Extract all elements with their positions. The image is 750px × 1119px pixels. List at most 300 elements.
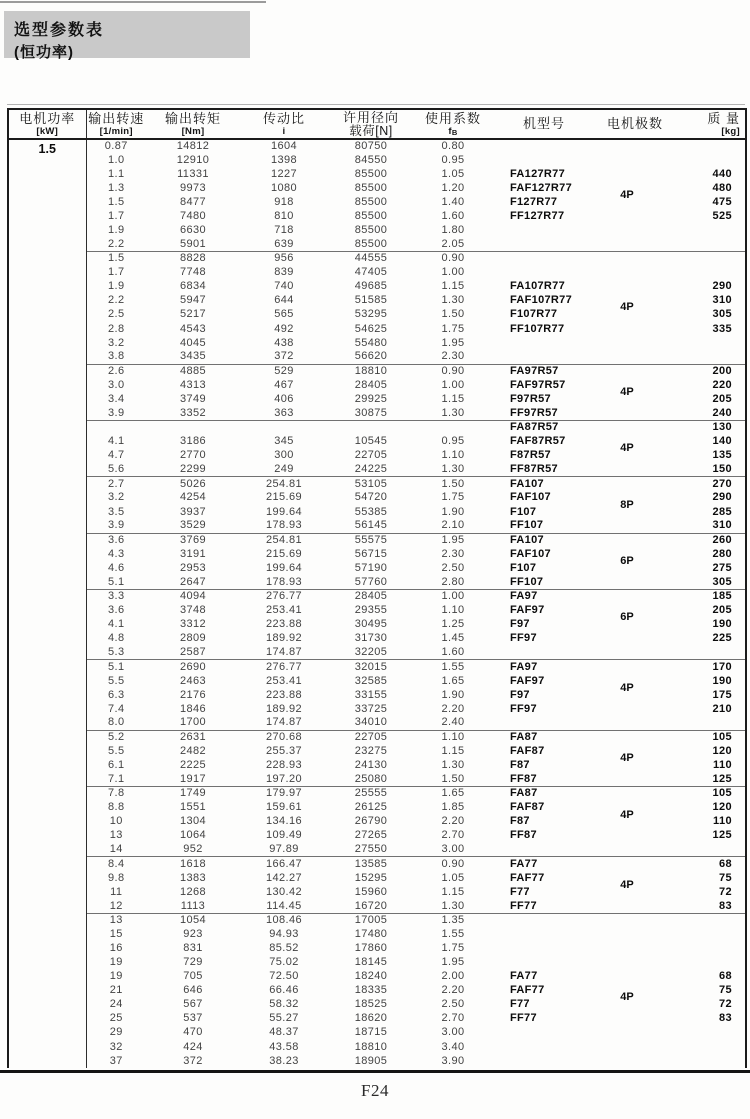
cell-radial-load: 25080 xyxy=(354,772,388,785)
cell-radial-load xyxy=(328,421,414,435)
cell-output-torque: 1618 xyxy=(146,857,240,871)
cell-model: FAF87R57 xyxy=(510,435,566,448)
cell-service-factor: 3.40 xyxy=(441,1040,465,1053)
cell-motor-poles xyxy=(596,252,674,266)
cell-output-speed: 4.3 xyxy=(108,547,125,560)
cell-model: F127R77 xyxy=(510,195,558,208)
cell-ratio: 718 xyxy=(274,224,294,236)
cell-model: FA87R57 xyxy=(492,421,596,435)
cell-mass: 120 xyxy=(712,744,732,757)
cell-mass: 205 xyxy=(712,392,732,405)
cell-motor-poles: 4P xyxy=(620,188,634,201)
cell-output-torque: 3748 xyxy=(179,604,207,617)
cell-ratio: 166.47 xyxy=(240,857,328,871)
cell-output-speed: 5.3 xyxy=(108,646,125,659)
table-row xyxy=(8,956,746,970)
cell-model: FF77 xyxy=(510,1012,537,1025)
cell-service-factor: 1.65 xyxy=(441,674,465,687)
cell-model: FAF107 xyxy=(510,491,551,504)
cell-output-speed: 1.7 xyxy=(108,209,125,222)
table-row xyxy=(8,1054,746,1068)
cell-output-speed: 8.0 xyxy=(108,716,125,729)
cell-motor-poles xyxy=(596,1054,674,1068)
cell-ratio: 1604 xyxy=(270,140,298,153)
cell-radial-load: 85500 xyxy=(354,167,388,180)
cell-mass: 225 xyxy=(712,632,732,645)
cell-model: FAF107 xyxy=(510,547,551,560)
cell-ratio: 215.69 xyxy=(265,491,303,504)
cell-radial-load: 17480 xyxy=(354,927,388,940)
cell-radial-load: 85500 xyxy=(354,181,388,194)
cell-service-factor: 2.30 xyxy=(441,350,465,363)
cell-mass: 68 xyxy=(718,970,732,983)
cell-output-torque: 1700 xyxy=(179,716,207,729)
cell-radial-load: 31730 xyxy=(354,632,388,645)
cell-output-speed: 1.7 xyxy=(108,266,125,279)
selection-parameter-table xyxy=(7,108,747,1068)
cell-model xyxy=(492,1026,596,1040)
cell-service-factor: 1.35 xyxy=(414,913,492,927)
cell-service-factor: 1.20 xyxy=(441,181,465,194)
cell-mass: 110 xyxy=(713,815,732,828)
cell-model: F97R57 xyxy=(510,392,551,405)
table-row xyxy=(8,350,746,364)
cell-output-torque: 3749 xyxy=(179,392,207,405)
cell-model xyxy=(492,646,596,660)
cell-output-speed: 1.9 xyxy=(108,224,125,236)
table-row xyxy=(8,139,746,153)
table-row xyxy=(8,941,746,955)
cell-mass xyxy=(674,252,746,266)
cell-mass xyxy=(674,927,746,941)
cell-mass xyxy=(674,646,746,660)
cell-ratio: 189.92 xyxy=(265,702,303,715)
cell-radial-load: 13585 xyxy=(328,857,414,871)
cell-output-torque: 9973 xyxy=(179,181,207,194)
cell-mass: 310 xyxy=(712,519,732,532)
table-row xyxy=(8,927,746,941)
cell-ratio: 58.32 xyxy=(269,998,299,1011)
cell-mass: 130 xyxy=(674,421,746,435)
cell-service-factor: 1.50 xyxy=(441,308,465,321)
table-row xyxy=(8,477,746,491)
cell-output-speed: 16 xyxy=(109,941,123,954)
cell-radial-load: 55385 xyxy=(354,505,388,518)
cell-mass xyxy=(674,350,746,364)
cell-mass: 75 xyxy=(718,871,732,884)
cell-ratio xyxy=(240,421,328,435)
cell-mass xyxy=(674,266,746,280)
cell-mass: 83 xyxy=(718,899,732,912)
cell-ratio: 94.93 xyxy=(269,927,299,940)
cell-radial-load: 22705 xyxy=(328,730,414,744)
cell-model xyxy=(492,941,596,955)
cell-radial-load: 51585 xyxy=(354,294,388,307)
cell-mass: 135 xyxy=(712,449,732,462)
cell-output-speed: 4.1 xyxy=(108,435,125,448)
cell-output-speed: 2.6 xyxy=(86,364,146,378)
cell-service-factor: 1.55 xyxy=(414,660,492,674)
cell-output-speed: 10 xyxy=(109,815,123,828)
cell-motor-poles: 4P xyxy=(596,787,674,843)
cell-mass: 285 xyxy=(712,505,732,518)
cell-output-torque: 1846 xyxy=(179,702,207,715)
cell-model: FF97R57 xyxy=(510,406,558,419)
cell-motor-poles xyxy=(596,913,674,927)
cell-output-torque: 2770 xyxy=(179,449,207,462)
cell-motor-poles xyxy=(596,153,674,167)
cell-mass: 75 xyxy=(718,984,732,997)
cell-radial-load: 54720 xyxy=(354,491,388,504)
cell-output-speed: 12 xyxy=(109,899,123,912)
cell-radial-load: 16720 xyxy=(354,899,388,912)
table-row xyxy=(8,787,746,801)
cell-motor-poles xyxy=(596,1040,674,1054)
cell-radial-load: 29355 xyxy=(354,604,388,617)
cell-radial-load: 53295 xyxy=(354,308,388,321)
cell-motor-poles xyxy=(596,1026,674,1040)
cell-ratio: 109.49 xyxy=(265,829,303,842)
cell-radial-load: 30495 xyxy=(354,618,388,631)
cell-model: F107 xyxy=(510,561,537,574)
cell-output-torque: 3352 xyxy=(179,406,207,419)
cell-service-factor: 0.90 xyxy=(414,857,492,871)
cell-motor-poles xyxy=(596,956,674,970)
cell-mass: 305 xyxy=(712,575,732,588)
cell-model xyxy=(492,1040,596,1054)
cell-ratio: 223.88 xyxy=(265,618,303,631)
cell-output-torque: 3529 xyxy=(179,519,207,532)
cell-radial-load: 30875 xyxy=(354,406,388,419)
cell-radial-load: 17860 xyxy=(354,941,388,954)
cell-output-torque: 14812 xyxy=(176,140,210,153)
cell-ratio: 159.61 xyxy=(265,801,303,814)
cell-service-factor: 1.05 xyxy=(441,167,465,180)
col-header-model: 机型号 xyxy=(492,109,596,139)
cell-radial-load: 32585 xyxy=(354,674,388,687)
cell-output-speed: 19 xyxy=(109,956,123,969)
cell-output-torque: 729 xyxy=(183,956,203,969)
cell-service-factor: 1.75 xyxy=(441,941,465,954)
cell-output-torque: 2647 xyxy=(179,575,207,588)
cell-mass xyxy=(674,1054,746,1068)
cell-model: FA127R77 xyxy=(510,167,565,180)
cell-motor-poles xyxy=(596,238,674,252)
cell-radial-load: 15960 xyxy=(354,885,388,898)
cell-mass: 175 xyxy=(712,688,732,701)
cell-ratio: 174.87 xyxy=(265,646,303,659)
cell-output-speed xyxy=(86,421,146,435)
cell-service-factor: 1.95 xyxy=(441,336,465,349)
cell-output-torque: 2482 xyxy=(179,744,207,757)
table-row xyxy=(8,153,746,167)
cell-model: FA87 xyxy=(492,787,596,801)
cell-motor-poles xyxy=(596,223,674,237)
table-row xyxy=(8,590,746,604)
cell-mass: 200 xyxy=(674,364,746,378)
cell-service-factor: 2.20 xyxy=(441,815,465,828)
cell-service-factor: 1.30 xyxy=(441,758,465,771)
cell-service-factor: 0.80 xyxy=(441,140,465,153)
cell-radial-load: 33155 xyxy=(354,688,388,701)
cell-service-factor: 2.20 xyxy=(441,702,465,715)
cell-mass xyxy=(674,336,746,350)
cell-service-factor: 2.00 xyxy=(441,970,465,983)
cell-output-torque: 1749 xyxy=(146,787,240,801)
cell-mass: 125 xyxy=(712,829,732,842)
cell-service-factor: 2.05 xyxy=(441,237,465,250)
cell-ratio: 134.16 xyxy=(265,815,303,828)
cell-radial-load: 85500 xyxy=(354,224,388,236)
cell-output-speed: 8.4 xyxy=(86,857,146,871)
cell-ratio: 1080 xyxy=(270,181,298,194)
cell-service-factor: 1.75 xyxy=(441,322,465,335)
cell-ratio: 114.45 xyxy=(266,899,302,912)
cell-mass xyxy=(674,1026,746,1040)
cell-model: FA97 xyxy=(492,660,596,674)
cell-radial-load: 27550 xyxy=(354,843,388,856)
cell-output-speed: 1.1 xyxy=(108,167,125,180)
cell-output-speed: 3.4 xyxy=(108,392,125,405)
cell-radial-load: 15295 xyxy=(354,871,388,884)
cell-model: FA107 xyxy=(492,477,596,491)
cell-radial-load: 18810 xyxy=(328,364,414,378)
cell-output-speed: 6.1 xyxy=(108,758,125,771)
cell-radial-load: 49685 xyxy=(354,280,388,293)
cell-mass: 190 xyxy=(712,618,732,631)
table-row xyxy=(8,167,746,181)
cell-output-speed: 6.3 xyxy=(108,688,125,701)
cell-ratio: 740 xyxy=(274,280,294,293)
table-row xyxy=(8,843,746,857)
cell-ratio: 75.02 xyxy=(269,956,299,969)
cell-radial-load: 33725 xyxy=(354,702,388,715)
cell-ratio: 438 xyxy=(274,336,294,349)
cell-radial-load: 24225 xyxy=(354,463,388,476)
cell-model: F107R77 xyxy=(510,308,558,321)
cell-radial-load: 28405 xyxy=(354,378,388,391)
cell-output-speed: 4.7 xyxy=(108,449,125,462)
cell-output-speed: 3.5 xyxy=(108,505,125,518)
cell-ratio: 174.87 xyxy=(265,716,303,729)
cell-model: FF87R57 xyxy=(510,463,558,476)
cell-service-factor: 2.70 xyxy=(441,1012,465,1025)
cell-ratio: 85.52 xyxy=(269,941,299,954)
cell-output-torque: 2299 xyxy=(179,463,207,476)
cell-output-speed: 3.9 xyxy=(108,406,125,419)
cell-model: FF107 xyxy=(510,575,544,588)
cell-service-factor: 3.90 xyxy=(441,1054,465,1067)
cell-service-factor: 1.00 xyxy=(441,378,465,391)
cell-service-factor: 3.00 xyxy=(441,1026,465,1039)
cell-ratio: 38.23 xyxy=(269,1054,299,1067)
cell-ratio: 253.41 xyxy=(265,674,303,687)
cell-mass: 335 xyxy=(712,322,732,335)
cell-service-factor: 1.45 xyxy=(441,632,465,645)
cell-motor-poles: 4P xyxy=(596,364,674,420)
table-top-hairline xyxy=(7,104,745,105)
cell-output-speed: 21 xyxy=(109,984,123,997)
cell-model: FF127R77 xyxy=(510,209,565,222)
cell-output-torque: 3191 xyxy=(179,547,207,560)
cell-output-torque xyxy=(146,421,240,435)
cell-service-factor: 1.10 xyxy=(441,449,465,462)
cell-radial-load: 22705 xyxy=(354,449,388,462)
cell-output-torque: 470 xyxy=(183,1026,203,1039)
cell-radial-load: 18335 xyxy=(354,984,388,997)
cell-radial-load: 17005 xyxy=(328,913,414,927)
cell-model xyxy=(492,153,596,167)
table-row xyxy=(8,730,746,744)
cell-mass: 440 xyxy=(712,167,732,180)
cell-radial-load: 54625 xyxy=(354,322,388,335)
cell-ratio: 215.69 xyxy=(265,547,303,560)
cell-mass: 290 xyxy=(712,491,732,504)
cell-model: F87 xyxy=(510,815,530,828)
cell-output-torque: 5026 xyxy=(146,477,240,491)
cell-output-speed: 7.4 xyxy=(108,702,125,715)
cell-output-torque: 4543 xyxy=(179,322,207,335)
cell-service-factor xyxy=(414,421,492,435)
cell-motor-poles xyxy=(596,716,674,730)
cell-model xyxy=(492,350,596,364)
cell-service-factor: 1.25 xyxy=(441,618,465,631)
cell-output-speed: 32 xyxy=(109,1040,123,1053)
cell-output-speed: 3.2 xyxy=(108,336,125,349)
cell-model: FF87 xyxy=(510,772,537,785)
cell-output-speed: 1.5 xyxy=(108,195,125,208)
cell-radial-load: 80750 xyxy=(354,140,388,153)
cell-model: FAF127R77 xyxy=(510,181,573,194)
cell-output-speed: 1.3 xyxy=(108,181,125,194)
cell-model: F77 xyxy=(510,998,530,1011)
cell-model: FA97R57 xyxy=(492,364,596,378)
cell-service-factor: 1.75 xyxy=(441,491,465,504)
cell-ratio: 1398 xyxy=(270,153,298,166)
cell-output-torque: 6630 xyxy=(179,224,207,236)
cell-output-speed: 19 xyxy=(109,970,123,983)
cell-service-factor: 2.70 xyxy=(441,829,465,842)
cell-radial-load: 56145 xyxy=(354,519,388,532)
cell-service-factor: 1.80 xyxy=(441,224,465,236)
cell-radial-load: 25555 xyxy=(328,787,414,801)
cell-output-torque: 3435 xyxy=(179,350,207,363)
cell-model: FA77 xyxy=(510,970,538,983)
cell-output-torque: 5947 xyxy=(179,294,207,307)
cell-mass: 270 xyxy=(674,477,746,491)
cell-ratio: 467 xyxy=(274,378,294,391)
cell-radial-load: 18240 xyxy=(354,970,388,983)
cell-radial-load: 57760 xyxy=(354,575,388,588)
cell-ratio: 199.64 xyxy=(265,561,303,574)
cell-mass xyxy=(674,843,746,857)
cell-service-factor: 1.00 xyxy=(414,590,492,604)
cell-mass: 170 xyxy=(674,660,746,674)
cell-service-factor: 1.05 xyxy=(441,871,465,884)
cell-output-torque: 1551 xyxy=(179,801,207,814)
cell-output-torque: 372 xyxy=(183,1054,203,1067)
cell-ratio: 276.77 xyxy=(240,590,328,604)
cell-output-torque: 6834 xyxy=(179,280,207,293)
cell-service-factor: 1.90 xyxy=(441,688,465,701)
cell-output-speed: 29 xyxy=(109,1026,123,1039)
table-row xyxy=(8,646,746,660)
cell-radial-load: 44555 xyxy=(328,252,414,266)
cell-output-speed: 5.5 xyxy=(108,744,125,757)
cell-mass: 68 xyxy=(674,857,746,871)
cell-service-factor: 2.10 xyxy=(441,519,465,532)
cell-output-torque: 5217 xyxy=(179,308,207,321)
cell-radial-load: 85500 xyxy=(354,209,388,222)
cell-motor-poles: 4P xyxy=(620,301,634,314)
cell-mass xyxy=(674,941,746,955)
cell-ratio: 179.97 xyxy=(240,787,328,801)
cell-service-factor: 1.95 xyxy=(414,533,492,547)
cell-service-factor: 2.50 xyxy=(441,561,465,574)
cell-mass xyxy=(674,223,746,237)
cell-ratio: 43.58 xyxy=(269,1040,299,1053)
cell-model xyxy=(492,266,596,280)
cell-model xyxy=(492,913,596,927)
cell-service-factor: 1.30 xyxy=(441,463,465,476)
cell-ratio: 565 xyxy=(274,308,294,321)
cell-output-torque: 567 xyxy=(183,998,203,1011)
cell-mass: 72 xyxy=(718,885,732,898)
cell-model: FF107R77 xyxy=(510,322,565,335)
cell-output-torque: 2809 xyxy=(179,632,207,645)
cell-model: F87 xyxy=(510,758,530,771)
table-row xyxy=(8,336,746,350)
col-header-motor-poles: 电机极数 xyxy=(596,109,674,139)
cell-motor-poles: 4P xyxy=(620,991,634,1004)
cell-ratio: 956 xyxy=(240,252,328,266)
cell-output-speed: 1.9 xyxy=(108,280,125,293)
cell-output-speed: 4.8 xyxy=(108,632,125,645)
cell-radial-load: 32015 xyxy=(328,660,414,674)
cell-mass: 185 xyxy=(674,590,746,604)
cell-mass: 220 xyxy=(712,378,732,391)
cell-output-speed: 1.5 xyxy=(86,252,146,266)
cell-ratio: 270.68 xyxy=(240,730,328,744)
cell-motor-poles: 6P xyxy=(596,590,674,646)
cell-output-torque: 2587 xyxy=(179,646,207,659)
table-row xyxy=(8,266,746,280)
cell-output-torque: 2176 xyxy=(179,688,207,701)
cell-output-speed: 15 xyxy=(109,927,123,940)
cell-output-torque: 2953 xyxy=(179,561,207,574)
cell-model: FAF87 xyxy=(510,801,545,814)
cell-output-torque: 1064 xyxy=(179,829,207,842)
cell-output-torque: 952 xyxy=(183,843,203,856)
cell-radial-load: 85500 xyxy=(354,237,388,250)
cell-radial-load: 57190 xyxy=(354,561,388,574)
cell-motor-poles xyxy=(596,336,674,350)
cell-output-torque: 11331 xyxy=(177,167,209,180)
cell-output-speed: 3.2 xyxy=(108,491,125,504)
cell-output-torque: 12910 xyxy=(176,153,210,166)
cell-service-factor: 2.30 xyxy=(441,547,465,560)
cell-model: F97 xyxy=(510,688,530,701)
bottom-page-rule xyxy=(0,1070,750,1073)
cell-radial-load: 56715 xyxy=(354,547,388,560)
cell-model: F77 xyxy=(510,885,530,898)
cell-ratio: 492 xyxy=(274,322,294,335)
col-header-motor-power: 电机功率 [kW] xyxy=(8,109,86,139)
page-subtitle: (恒功率) xyxy=(14,44,74,61)
cell-output-speed: 3.3 xyxy=(86,590,146,604)
cell-ratio: 839 xyxy=(274,266,294,279)
cell-ratio: 372 xyxy=(274,350,294,363)
